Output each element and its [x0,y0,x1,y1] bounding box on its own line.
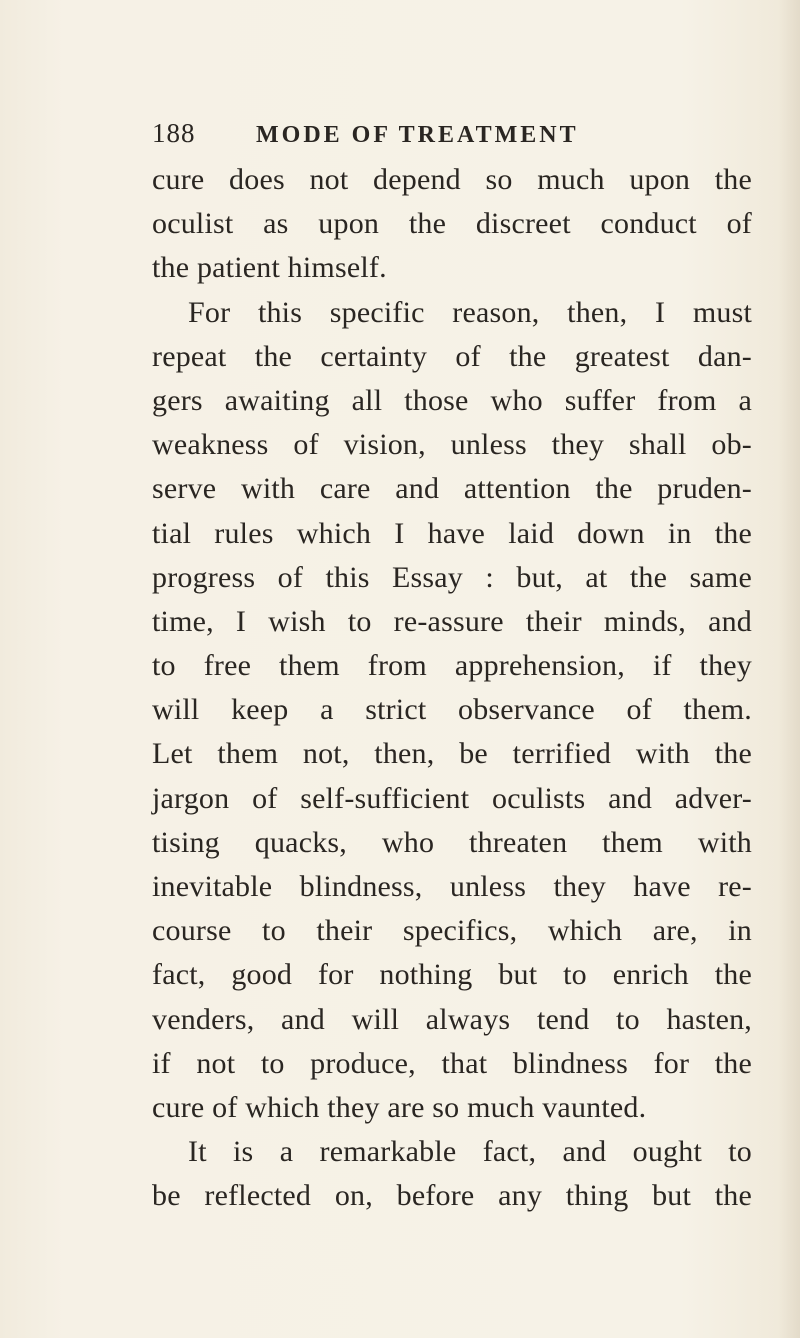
text-line: time, I wish to re-assure their minds, and [152,604,752,638]
text-line: tial rules which I have laid down in the [152,516,752,550]
text-line: For this specific reason, then, I must [188,295,752,329]
text-line: venders, and will always tend to hasten, [152,1002,752,1036]
running-head [152,116,752,150]
text-line: fact, good for nothing but to enrich the [152,958,752,992]
text-line: progress of this Essay : but, at the same [152,560,752,594]
text-line: cure of which they are so much vaunted. [152,1090,647,1124]
text-line: oculist as upon the discreet conduct of [152,207,752,241]
text-line: the patient himself. [152,251,387,285]
text-line: repeat the certainty of the greatest dan- [152,339,752,373]
text-line: gers awaiting all those who suffer from a [152,383,752,417]
text-line: cure does not depend so much upon the [152,163,752,196]
page-number: 188 [152,118,196,148]
text-line: serve with care and attention the pruden- [152,472,752,506]
text-line: tising quacks, who threaten them with [152,825,752,859]
text-line: Let them not, then, be terrified with the [152,737,752,771]
text-line: inevitable blindness, unless they have re- [152,870,752,903]
text-line: to free them from apprehension, if they [152,649,752,683]
text-line: if not to produce, that blindness for the [152,1046,752,1080]
text-line: course to their specifics, which are, in [152,914,752,948]
text-line: will keep a strict observance of them. [152,693,752,727]
body-text [152,158,752,1219]
running-title: MODE OF TREATMENT [256,122,579,148]
page-edge-shadow [778,0,800,1338]
text-line: It is a remarkable fact, and ought to [188,1135,752,1169]
text-line: jargon of self-sufficient oculists and adver- [152,781,752,815]
text-line: weakness of vision, unless they shall ob- [152,428,752,462]
text-line: be reflected on, before any thing but the [152,1179,752,1213]
